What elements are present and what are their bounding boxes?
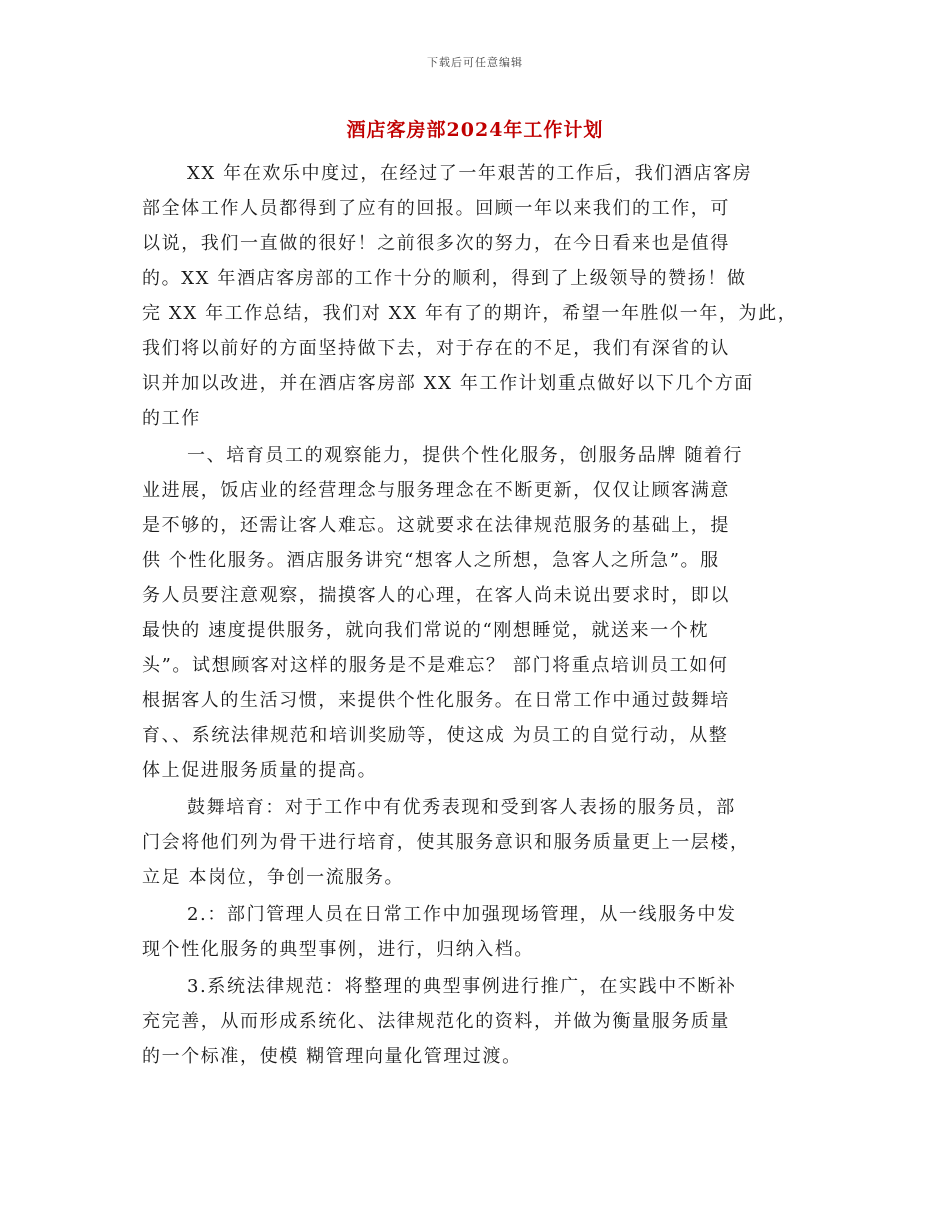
text-line: 充完善，从而形成系统化、法律规范化的资料，并做为衡量服务质量: [142, 1011, 730, 1032]
paragraph: [142, 156, 822, 436]
text-line: 一、培育员工的观察能力，提供个性化服务，创服务品牌 随着行: [187, 445, 744, 466]
text-line: 以说，我们一直做的很好！之前很多次的努力，在今日看来也是值得: [142, 233, 730, 254]
text-line: 我们将以前好的方面坚持做下去，对于存在的不足，我们有深省的认: [142, 338, 730, 359]
paragraph: [142, 897, 822, 967]
text-line: 识并加以改进，并在酒店客房部 XX 年工作计划重点做好以下几个方面: [142, 373, 754, 394]
text-line: XX 年在欢乐中度过，在经过了一年艰苦的工作后，我们酒店客房: [187, 163, 753, 184]
text-line: 是不够的，还需让客人难忘。这就要求在法律规范服务的基础上，提: [142, 515, 730, 536]
page-header-note: 下载后可任意编辑: [427, 56, 523, 69]
paragraph: [142, 438, 822, 788]
text-line: 2.：部门管理人员在日常工作中加强现场管理，从一线服务中发: [187, 904, 737, 925]
text-line: 鼓舞培育：对于工作中有优秀表现和受到客人表扬的服务员，部: [187, 797, 736, 818]
text-line: 现个性化服务的典型事例，进行，归纳入档。: [142, 939, 534, 960]
text-line: 最快的 速度提供服务，就向我们常说的“刚想睡觉，就送来一个枕: [142, 620, 709, 641]
document-title: 酒店客房部2024年工作计划: [346, 119, 604, 141]
text-line: 部全体工作人员都得到了应有的回报。回顾一年以来我们的工作，可: [142, 198, 730, 219]
text-line: 的一个标准，使模 糊管理向量化管理过渡。: [142, 1046, 522, 1067]
text-line: 头”。试想顾客对这样的服务是不是难忘？ 部门将重点培训员工如何: [142, 655, 729, 676]
text-line: 供 个性化服务。酒店服务讲究“想客人之所想，急客人之所急”。服: [142, 550, 720, 571]
text-line: 育、、系统法律规范和培训奖励等，使这成 为员工的自觉行动，从整: [142, 725, 729, 746]
text-line: 根据客人的生活习惯，来提供个性化服务。在日常工作中通过鼓舞培: [142, 690, 730, 711]
paragraph: [142, 790, 822, 895]
text-line: 3.系统法律规范：将整理的典型事例进行推广，在实践中不断补: [187, 976, 737, 997]
text-line: 立足 本岗位，争创一流服务。: [142, 867, 405, 888]
text-line: 的。XX 年酒店客房部的工作十分的顺利，得到了上级领导的赞扬！做: [142, 268, 747, 289]
text-line: 体上促进服务质量的提高。: [142, 760, 378, 781]
text-line: 业进展，饭店业的经营理念与服务理念在不断更新，仅仅让顾客满意: [142, 480, 730, 501]
document-body: [142, 156, 822, 1074]
text-line: 务人员要注意观察，揣摸客人的心理，在客人尚未说出要求时，即以: [142, 585, 730, 606]
text-line: 的工作: [142, 408, 201, 429]
text-line: 完 XX 年工作总结，我们对 XX 年有了的期许，希望一年胜似一年，为此，: [142, 303, 798, 324]
paragraph: [142, 969, 822, 1074]
text-line: 门会将他们列为骨干进行培育，使其服务意识和服务质量更上一层楼，: [142, 832, 750, 853]
